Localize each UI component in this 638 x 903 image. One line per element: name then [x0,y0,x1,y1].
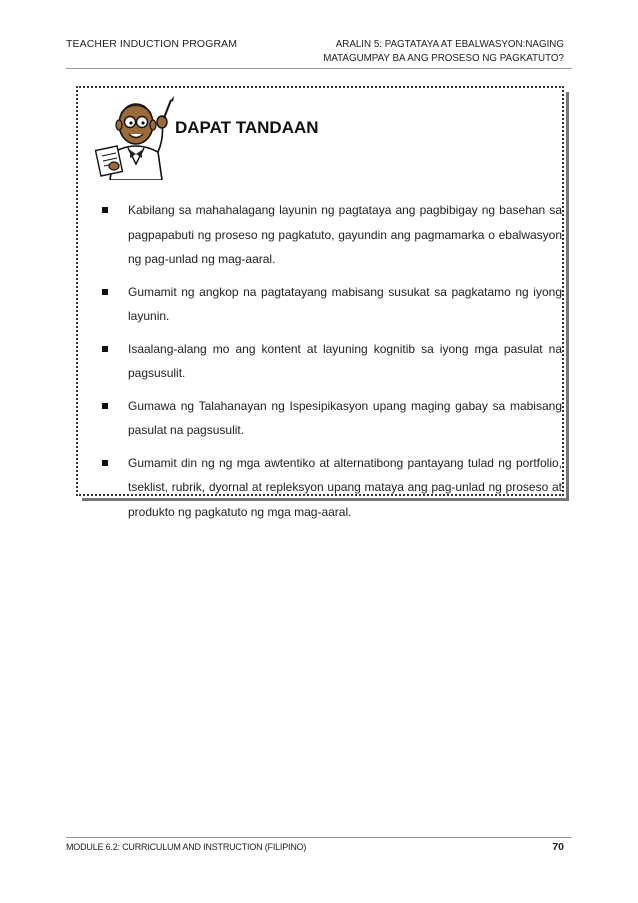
square-bullet-icon [102,460,108,466]
reminder-item [98,451,562,525]
square-bullet-icon [102,403,108,409]
reminder-item [98,337,562,386]
footer-rule [66,837,572,838]
reminder-text: Gumamit din ng ng mga awtentiko at alternatibong pantayang tulad ng portfolio, tseklist, rubrik, dyornal at repleksyon upang mataya ang pag-unlad ng proseso at produkto ng pagkatuto ng mga mag-aaral. [128,455,562,519]
square-bullet-icon [102,207,108,213]
reminder-text: Isaalang-alang mo ang kontent at layuning kognitib sa iyong mga pasulat na pagsusulit. [128,341,562,380]
dapat-tandaan-box [76,86,564,519]
reminder-text: Kabilang sa mahahalagang layunin ng pagtataya ang pagbibigay ng basehan sa pagpapabuti ng proseso ng pagkatuto, gayundin ang pagmamarka o ebalwasyon ng pag-unlad ng mag-aaral. [128,203,562,266]
running-header-right [302,38,564,66]
reminder-item [98,394,562,443]
teacher-with-pen-and-paper-icon [92,94,180,180]
page-number: 70 [552,841,564,853]
reminder-item [98,198,562,272]
reminder-text: Gumawa ng Talahanayan ng Ispesipikasyon upang maging gabay sa mabisang pasulat na pagsusulit. [128,398,562,437]
reminder-list [98,198,562,532]
header-right-line-1: ARALIN 5: PAGTATAYA AT EBALWASYON:NAGING [335,39,564,50]
square-bullet-icon [102,289,108,295]
header-right-line-2: MATAGUMPAY BA ANG PROSESO NG PAGKATUTO? [323,53,564,64]
reminder-item [98,280,562,329]
box-title: DAPAT TANDAAN [175,118,319,137]
running-header-left: TEACHER INDUCTION PROGRAM [66,38,238,50]
running-footer-left: MODULE 6.2: CURRICULUM AND INSTRUCTION (FILIPINO) [66,842,307,852]
square-bullet-icon [102,346,108,352]
header-rule [66,68,572,69]
reminder-text: Gumamit ng angkop na pagtatayang mabisang susukat sa pagkatamo ng iyong layunin. [128,284,562,323]
